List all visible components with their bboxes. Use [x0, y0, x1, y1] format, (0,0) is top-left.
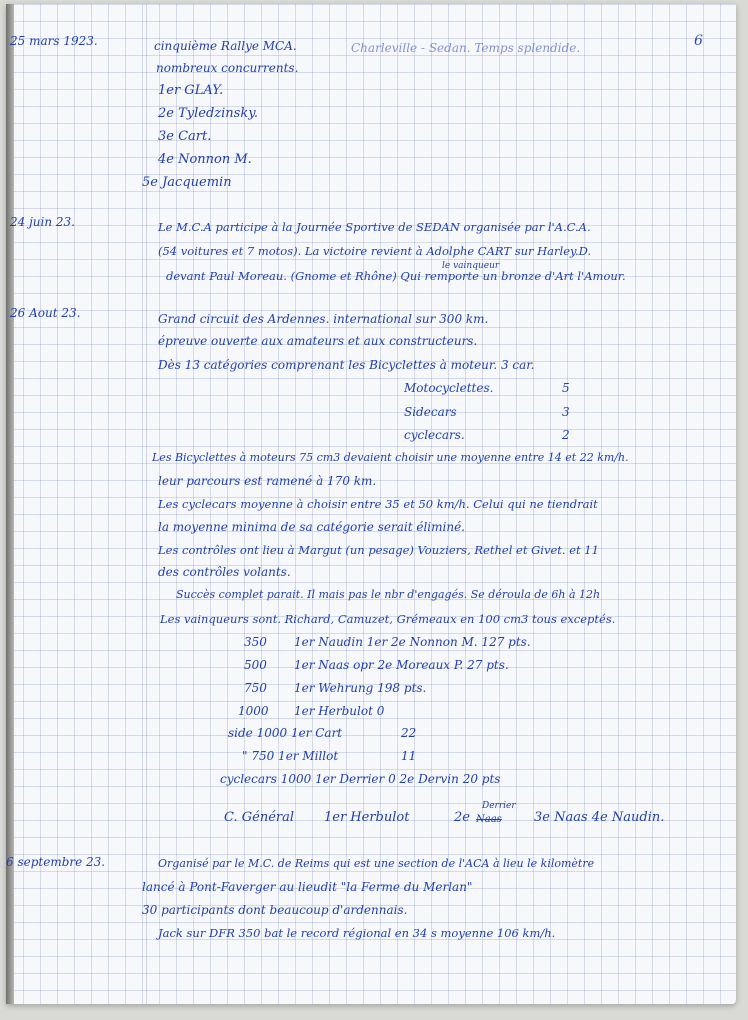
- entry-line: Les cyclecars moyenne à choisir entre 35 et 50 km/h. Celui qui ne tiendrait: [158, 497, 598, 511]
- entry-line: 5e Jacquemin: [142, 175, 232, 190]
- entry-line: Charleville - Sedan. Temps splendide.: [351, 41, 581, 55]
- entry-line: Le M.C.A participe à la Journée Sportive de SEDAN organisée par l'A.C.A.: [158, 220, 591, 234]
- general-classification-label: C. Général: [224, 810, 295, 825]
- result-class: 350: [244, 635, 267, 649]
- category-count: 2: [562, 428, 570, 442]
- entry-line: Dès 13 catégories comprenant les Bicyclettes à moteur. 3 car.: [158, 358, 535, 372]
- entry-line: leur parcours est ramené à 170 km.: [158, 474, 377, 488]
- entry-annotation: le vainqueur: [442, 261, 500, 271]
- entry-line: nombreux concurrents.: [156, 61, 299, 75]
- entry-line: la moyenne minima de sa catégorie serait éliminé.: [158, 520, 465, 534]
- entry-line: cinquième Rallye MCA.: [154, 39, 297, 53]
- result-line: 1er Naudin 1er 2e Nonnon M. 127 pts.: [294, 635, 531, 649]
- entry-line: épreuve ouverte aux amateurs et aux constructeurs.: [158, 334, 478, 348]
- entry-line: 1er GLAY.: [158, 83, 224, 98]
- entry-line: 2e Tyledzinsky.: [158, 106, 258, 121]
- entry-line: Les vainqueurs sont. Richard, Camuzet, Grémeaux en 100 cm3 tous exceptés.: [160, 612, 616, 626]
- general-second-label: 2e: [454, 810, 470, 825]
- entry-line: des contrôles volants.: [158, 565, 291, 579]
- entry-line: devant Paul Moreau. (Gnome et Rhône) Qui remporte un bronze d'Art l'Amour.: [166, 269, 626, 283]
- category-count: 3: [562, 405, 570, 419]
- entry-date-4: 6 septembre 23.: [6, 855, 106, 869]
- notebook-page: [6, 4, 736, 1004]
- category-count: 5: [562, 381, 570, 395]
- entry-date-3: 26 Aout 23.: [10, 306, 81, 320]
- page-number: 6: [694, 33, 703, 49]
- result-class: 750: [244, 681, 267, 695]
- general-correction: Derrier: [482, 801, 516, 811]
- result-line: 1er Wehrung 198 pts.: [294, 681, 427, 695]
- entry-line: Grand circuit des Ardennes. international sur 300 km.: [158, 312, 489, 326]
- result-line: cyclecars 1000 1er Derrier 0 2e Dervin 20 pts: [220, 772, 501, 786]
- general-crossed-out: Naas: [476, 814, 502, 825]
- category-label: Motocyclettes.: [404, 381, 494, 395]
- result-class: 500: [244, 658, 267, 672]
- general-rest: 3e Naas 4e Naudin.: [534, 810, 665, 825]
- entry-line: lancé à Pont-Faverger au lieudit "la Ferme du Merlan": [142, 880, 473, 894]
- entry-line: Organisé par le M.C. de Reims qui est une section de l'ACA à lieu le kilomètre: [158, 857, 595, 870]
- entry-date-2: 24 juin 23.: [10, 215, 75, 229]
- result-line: 1er Naas opr 2e Moreaux P. 27 pts.: [294, 658, 509, 672]
- entry-line: Succès complet parait. Il mais pas le nbr d'engagés. Se déroula de 6h à 12h: [176, 588, 601, 601]
- category-label: Sidecars: [404, 405, 457, 419]
- entry-line: (54 voitures et 7 motos). La victoire revient à Adolphe CART sur Harley.D.: [158, 244, 592, 258]
- entry-line: Jack sur DFR 350 bat le record régional en 34 s moyenne 106 km/h.: [158, 926, 556, 940]
- margin-line: [146, 4, 147, 1004]
- result-line: side 1000 1er Cart: [228, 726, 343, 740]
- result-class: 1000: [238, 704, 269, 718]
- result-points: 22: [401, 726, 417, 740]
- general-first: 1er Herbulot: [324, 810, 410, 825]
- page-binding: [6, 4, 14, 1004]
- entry-line: Les Bicyclettes à moteurs 75 cm3 devaient choisir une moyenne entre 14 et 22 km/h.: [152, 451, 629, 464]
- entry-line: 30 participants dont beaucoup d'ardennais.: [142, 903, 408, 917]
- entry-date-1: 25 mars 1923.: [10, 34, 98, 48]
- category-label: cyclecars.: [404, 428, 465, 442]
- entry-line: Les contrôles ont lieu à Margut (un pesage) Vouziers, Rethel et Givet. et 11: [158, 543, 599, 557]
- entry-line: 4e Nonnon M.: [158, 152, 252, 167]
- result-points: 11: [401, 749, 417, 763]
- result-line: " 750 1er Millot: [242, 749, 339, 763]
- entry-line: 3e Cart.: [158, 129, 212, 144]
- result-line: 1er Herbulot 0: [294, 704, 385, 718]
